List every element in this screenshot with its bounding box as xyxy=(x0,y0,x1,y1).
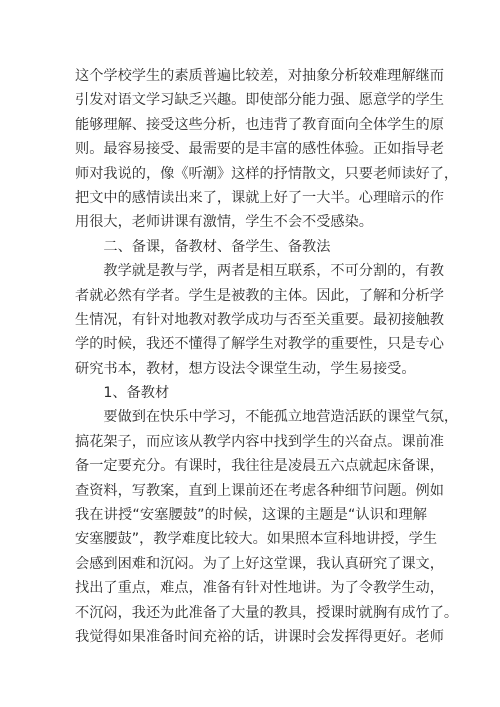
text-line: 查资料，写教案，直到上课前还在考虑各种细节问题。例如 xyxy=(75,482,444,499)
text-line: 这个学校学生的素质普遍比较差，对抽象分析较难理解继而 xyxy=(75,68,444,84)
text-line: 学的时候，我还不懂得了解学生对教学的重要性，只是专心 xyxy=(75,336,444,353)
text-line: 要做到在快乐中学习，不能孤立地营造活跃的课堂气氛， xyxy=(75,409,459,426)
text-line: 教学就是教与学，两者是相互联系，不可分割的，有教 xyxy=(75,263,444,280)
text-line: 找出了重点，难点，准备有针对性地讲。为了令教学生动， xyxy=(75,580,444,597)
text-line: 我在讲授“安塞腰鼓”的时候，这课的主题是“认识和理解 xyxy=(75,507,427,524)
section-heading: 二、备课，备教材、备学生、备教法 xyxy=(75,238,331,255)
text-line: 能够理解、接受这些分析，也违背了教育面向全体学生的原 xyxy=(75,116,444,133)
text-line: 师对我说的，像《听潮》这样的抒情散文，只要老师读好了， xyxy=(75,165,459,182)
text-line: 则。最容易接受、最需要的是丰富的感性体验。正如指导老 xyxy=(75,141,444,158)
subsection-heading: 1、备教材 xyxy=(75,385,170,402)
text-line: 备一定要充分。有课时，我往往是凌晨五六点就起床备课， xyxy=(75,458,444,475)
text-line: 者就必然有学者。学生是被教的主体。因此，了解和分析学 xyxy=(75,287,444,304)
text-line: 生情况，有针对地教对教学成功与否至关重要。最初接触教 xyxy=(75,311,444,328)
text-line: 把文中的感情读出来了，课就上好了一大半。心理暗示的作 xyxy=(75,189,444,206)
text-line: 搞花架子，而应该从教学内容中找到学生的兴奋点。课前准 xyxy=(75,433,444,450)
text-line: 引发对语文学习缺乏兴趣。即使部分能力强、愿意学的学生 xyxy=(75,92,444,109)
text-line: 不沉闷，我还为此准备了大量的教具，授课时就胸有成竹了。 xyxy=(75,604,459,621)
text-line: 会感到困难和沉闷。为了上好这堂课，我认真研究了课文， xyxy=(75,555,444,572)
body-text xyxy=(75,64,459,649)
text-line: 我觉得如果准备时间充裕的话，讲课时会发挥得更好。老师 xyxy=(75,628,444,645)
text-line: 用很大，老师讲课有激情，学生不会不受感染。 xyxy=(75,214,373,231)
text-line: 安塞腰鼓”，教学难度比较大。如果照本宣科地讲授，学生 xyxy=(75,531,438,548)
text-line: 研究书本，教材，想方设法令课堂生动，学生易接受。 xyxy=(75,360,416,377)
